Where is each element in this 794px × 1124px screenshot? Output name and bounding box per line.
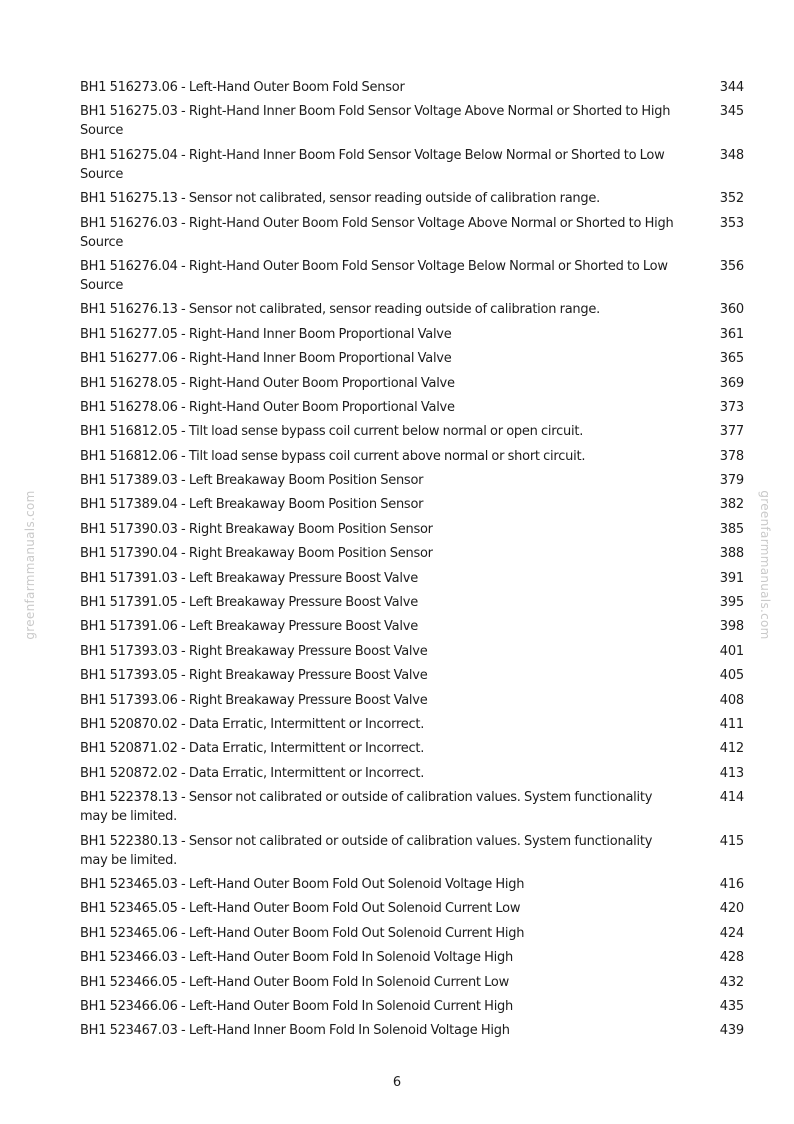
toc-entry[interactable] bbox=[80, 832, 744, 870]
toc-entry[interactable] bbox=[80, 948, 744, 967]
toc-entry-title: BH1 516278.05 - Right-Hand Outer Boom Proportional Valve bbox=[80, 375, 455, 391]
toc-entry[interactable] bbox=[80, 875, 744, 894]
toc-entry[interactable] bbox=[80, 666, 744, 685]
table-of-contents bbox=[80, 78, 744, 1046]
toc-entry-title: BH1 517391.03 - Left Breakaway Pressure Boost Valve bbox=[80, 570, 418, 586]
toc-entry-title: BH1 516276.03 - Right-Hand Outer Boom Fold Sensor Voltage Above Normal or Shorted to High Source bbox=[80, 215, 674, 250]
toc-entry-page: 424 bbox=[719, 925, 744, 941]
toc-entry-title: BH1 523466.05 - Left-Hand Outer Boom Fold In Solenoid Current Low bbox=[80, 974, 510, 990]
toc-entry-title: BH1 523466.06 - Left-Hand Outer Boom Fold In Solenoid Current High bbox=[80, 998, 514, 1014]
toc-entry-title: BH1 516273.06 - Left-Hand Outer Boom Fold Sensor bbox=[80, 80, 405, 95]
toc-entry-page: 428 bbox=[719, 950, 744, 966]
toc-entry[interactable] bbox=[80, 300, 744, 319]
toc-entry-title: BH1 516275.13 - Sensor not calibrated, sensor reading outside of calibration range. bbox=[80, 191, 601, 207]
toc-entry-page: 405 bbox=[719, 668, 744, 684]
watermark-left: greenfarmmanuals.com bbox=[23, 490, 37, 640]
toc-entry-title: BH1 517389.04 - Left Breakaway Boom Position Sensor bbox=[80, 497, 424, 513]
toc-entry[interactable] bbox=[80, 214, 744, 252]
toc-entry-title: BH1 516277.05 - Right-Hand Inner Boom Proportional Valve bbox=[80, 326, 452, 342]
toc-entry-page: 432 bbox=[719, 974, 744, 990]
toc-entry-page: 408 bbox=[719, 692, 744, 708]
toc-entry-title: BH1 517390.03 - Right Breakaway Boom Position Sensor bbox=[80, 521, 433, 537]
toc-entry-title: BH1 516275.03 - Right-Hand Inner Boom Fold Sensor Voltage Above Normal or Shorted to High Source bbox=[80, 104, 671, 139]
toc-entry-title: BH1 520870.02 - Data Erratic, Intermittent or Incorrect. bbox=[80, 716, 425, 732]
toc-entry[interactable] bbox=[80, 422, 744, 441]
toc-entry-page: 391 bbox=[719, 570, 744, 586]
toc-entry[interactable] bbox=[80, 973, 744, 992]
toc-entry[interactable] bbox=[80, 642, 744, 661]
toc-entry-page: 361 bbox=[719, 326, 744, 342]
toc-entry[interactable] bbox=[80, 189, 744, 208]
toc-entry-page: 439 bbox=[719, 1023, 744, 1039]
toc-entry-page: 373 bbox=[719, 399, 744, 415]
toc-entry-title: BH1 516278.06 - Right-Hand Outer Boom Proportional Valve bbox=[80, 399, 455, 415]
toc-entry-page: 420 bbox=[719, 901, 744, 917]
toc-entry-title: BH1 516812.05 - Tilt load sense bypass coil current below normal or open circuit. bbox=[80, 424, 584, 440]
toc-entry-title: BH1 517390.04 - Right Breakaway Boom Position Sensor bbox=[80, 546, 433, 562]
toc-entry[interactable] bbox=[80, 447, 744, 466]
toc-entry-title: BH1 523465.03 - Left-Hand Outer Boom Fold Out Solenoid Voltage High bbox=[80, 876, 525, 892]
toc-entry[interactable] bbox=[80, 520, 744, 539]
toc-entry[interactable] bbox=[80, 924, 744, 943]
toc-entry-page: 401 bbox=[719, 643, 744, 659]
toc-entry-title: BH1 523466.03 - Left-Hand Outer Boom Fold In Solenoid Voltage High bbox=[80, 950, 513, 966]
toc-entry-page: 416 bbox=[719, 876, 744, 892]
toc-entry[interactable] bbox=[80, 617, 744, 636]
toc-entry-page: 369 bbox=[719, 375, 744, 391]
toc-entry-page: 398 bbox=[719, 619, 744, 635]
toc-entry-page: 415 bbox=[719, 833, 744, 849]
toc-entry-page: 377 bbox=[719, 424, 744, 440]
toc-entry[interactable] bbox=[80, 997, 744, 1016]
toc-entry[interactable] bbox=[80, 715, 744, 734]
toc-entry-page: 385 bbox=[719, 521, 744, 537]
toc-entry-page: 348 bbox=[719, 147, 744, 163]
toc-entry-title: BH1 516275.04 - Right-Hand Inner Boom Fold Sensor Voltage Below Normal or Shorted to Low Source bbox=[80, 147, 665, 182]
toc-entry-page: 365 bbox=[719, 351, 744, 367]
toc-entry-title: BH1 517393.05 - Right Breakaway Pressure Boost Valve bbox=[80, 668, 428, 684]
toc-entry[interactable] bbox=[80, 788, 744, 826]
toc-entry-page: 360 bbox=[719, 302, 744, 318]
watermark-right: greenfarmmanuals.com bbox=[758, 490, 772, 640]
toc-entry[interactable] bbox=[80, 471, 744, 490]
toc-entry-page: 379 bbox=[719, 473, 744, 489]
toc-entry-title: BH1 522380.13 - Sensor not calibrated or outside of calibration values. System functionality may be limited. bbox=[80, 833, 653, 868]
toc-entry-page: 412 bbox=[719, 741, 744, 757]
toc-entry[interactable] bbox=[80, 325, 744, 344]
toc-entry-page: 356 bbox=[719, 258, 744, 274]
toc-entry-page: 378 bbox=[719, 448, 744, 464]
toc-entry-title: BH1 523465.06 - Left-Hand Outer Boom Fold Out Solenoid Current High bbox=[80, 925, 525, 941]
toc-entry[interactable] bbox=[80, 146, 744, 184]
toc-entry-title: BH1 516276.13 - Sensor not calibrated, sensor reading outside of calibration range. bbox=[80, 302, 601, 318]
toc-entry-page: 414 bbox=[719, 790, 744, 806]
toc-entry-title: BH1 517391.06 - Left Breakaway Pressure Boost Valve bbox=[80, 619, 418, 635]
toc-entry[interactable] bbox=[80, 593, 744, 612]
page-number: 6 bbox=[392, 1075, 402, 1090]
toc-entry-title: BH1 517393.03 - Right Breakaway Pressure Boost Valve bbox=[80, 643, 428, 659]
toc-entry-title: BH1 516277.06 - Right-Hand Inner Boom Proportional Valve bbox=[80, 351, 452, 367]
toc-entry[interactable] bbox=[80, 398, 744, 417]
toc-entry[interactable] bbox=[80, 691, 744, 710]
toc-entry[interactable] bbox=[80, 495, 744, 514]
toc-entry[interactable] bbox=[80, 899, 744, 918]
toc-entry-page: 345 bbox=[719, 104, 744, 120]
toc-entry[interactable] bbox=[80, 102, 744, 140]
toc-entry-title: BH1 517389.03 - Left Breakaway Boom Position Sensor bbox=[80, 473, 424, 489]
toc-entry-page: 382 bbox=[719, 497, 744, 513]
toc-entry-page: 352 bbox=[719, 191, 744, 207]
toc-entry[interactable] bbox=[80, 739, 744, 758]
toc-entry-page: 435 bbox=[719, 998, 744, 1014]
toc-entry-page: 395 bbox=[719, 595, 744, 611]
toc-entry[interactable] bbox=[80, 349, 744, 368]
toc-entry[interactable] bbox=[80, 764, 744, 783]
toc-entry-title: BH1 520872.02 - Data Erratic, Intermittent or Incorrect. bbox=[80, 765, 425, 781]
toc-entry-title: BH1 522378.13 - Sensor not calibrated or outside of calibration values. System functionality may be limited. bbox=[80, 790, 653, 825]
toc-entry-title: BH1 520871.02 - Data Erratic, Intermittent or Incorrect. bbox=[80, 741, 425, 757]
toc-entry-title: BH1 517391.05 - Left Breakaway Pressure Boost Valve bbox=[80, 595, 418, 611]
toc-entry[interactable] bbox=[80, 569, 744, 588]
toc-entry[interactable] bbox=[80, 1021, 744, 1040]
toc-entry-title: BH1 516276.04 - Right-Hand Outer Boom Fold Sensor Voltage Below Normal or Shorted to Low Source bbox=[80, 258, 668, 293]
toc-entry[interactable] bbox=[80, 78, 744, 97]
toc-entry-title: BH1 517393.06 - Right Breakaway Pressure Boost Valve bbox=[80, 692, 428, 708]
toc-entry-title: BH1 523467.03 - Left-Hand Inner Boom Fold In Solenoid Voltage High bbox=[80, 1023, 510, 1039]
toc-entry-title: BH1 523465.05 - Left-Hand Outer Boom Fold Out Solenoid Current Low bbox=[80, 901, 521, 917]
toc-entry[interactable] bbox=[80, 544, 744, 563]
toc-entry-page: 388 bbox=[719, 546, 744, 562]
toc-entry-page: 411 bbox=[719, 716, 744, 732]
toc-entry-title: BH1 516812.06 - Tilt load sense bypass coil current above normal or short circuit. bbox=[80, 448, 586, 464]
toc-entry[interactable] bbox=[80, 374, 744, 393]
toc-entry-page: 344 bbox=[719, 80, 744, 95]
toc-entry-page: 353 bbox=[719, 215, 744, 231]
toc-entry-page: 413 bbox=[719, 765, 744, 781]
toc-entry[interactable] bbox=[80, 257, 744, 295]
